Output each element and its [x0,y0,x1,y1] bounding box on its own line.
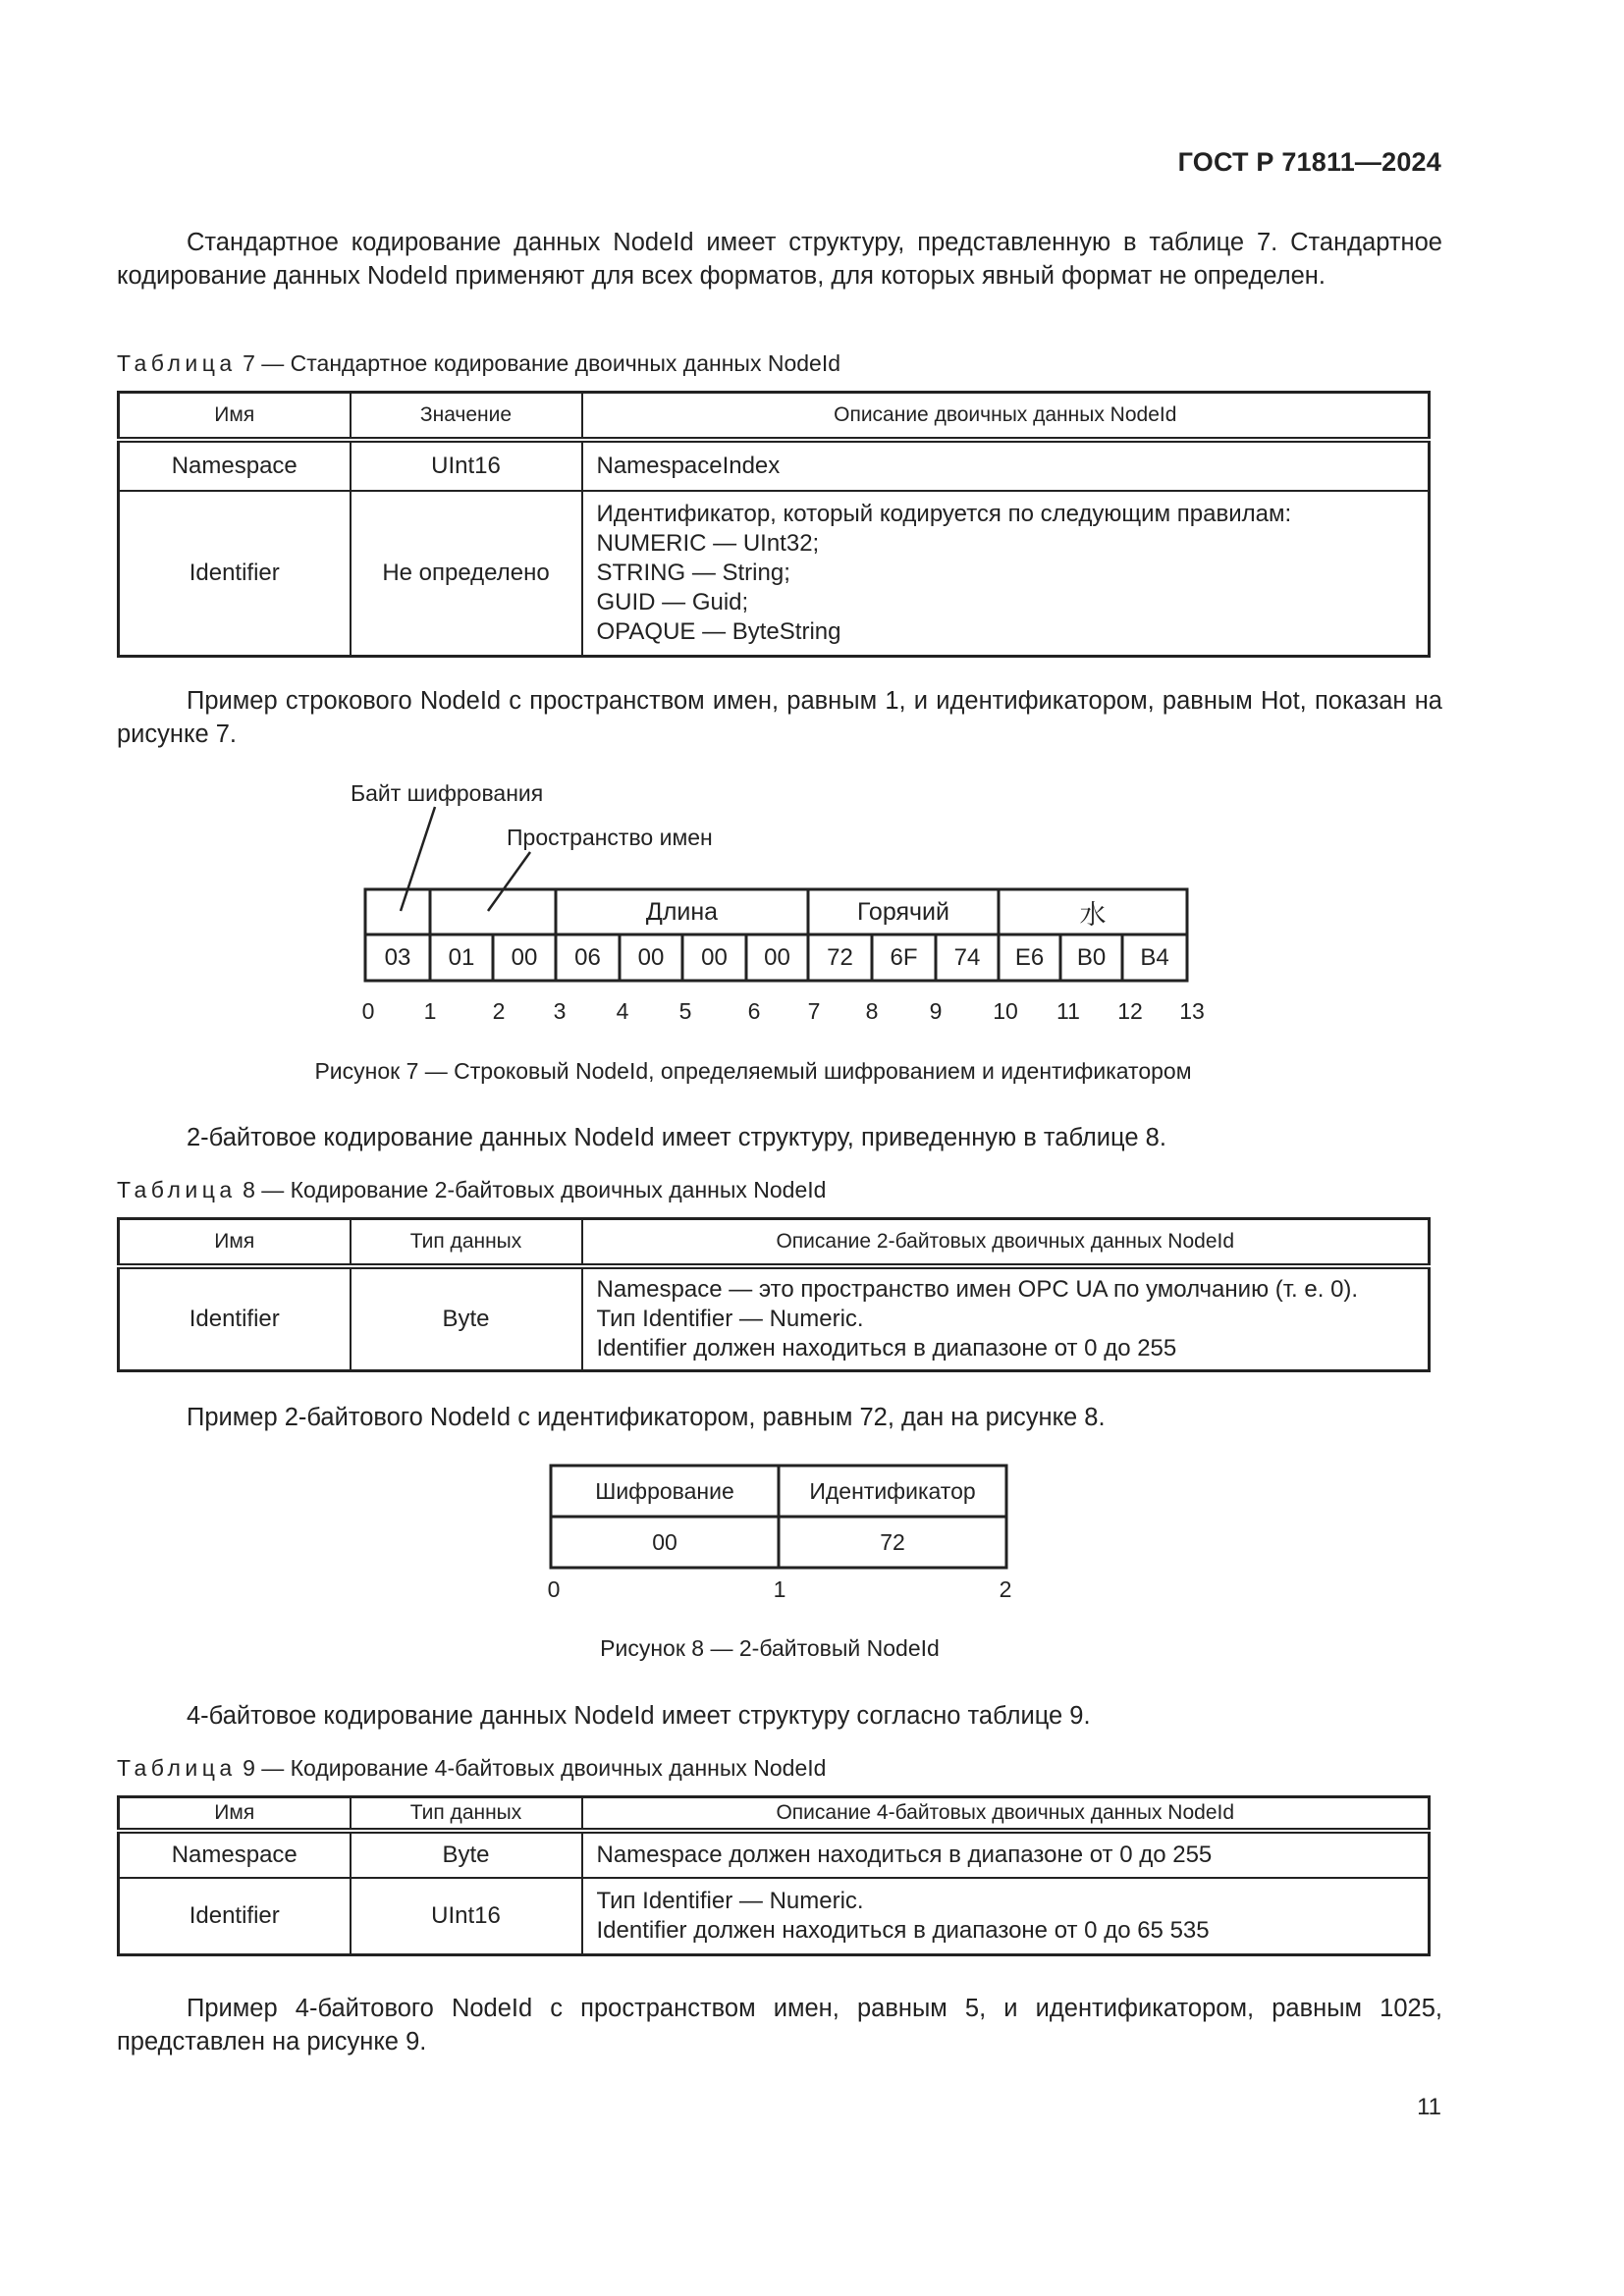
byte-cell: 6F [890,943,918,971]
table7-row2-name: Identifier [119,491,351,656]
group-label-length: Длина [645,897,719,926]
table9-row1-name: Namespace [119,1831,351,1878]
offset-tick: 3 [553,998,567,1024]
table8-row1-name: Identifier [119,1266,351,1371]
byte-cell: 72 [880,1528,905,1555]
table9-header-type: Тип данных [351,1797,582,1832]
table7-header-name: Имя [119,393,351,441]
table9-header-row [119,1797,1430,1832]
annotation-encoding-byte: Байт шифрования [351,780,544,806]
offset-tick: 13 [1179,998,1205,1024]
paragraph-2byte-intro: 2-байтовое кодирование данных NodeId имеет структуру, приведенную в таблице 8. [187,1124,1166,1151]
table8-header-description: Описание 2-байтовых двоичных данных NodeId [582,1219,1430,1267]
offset-tick: 6 [747,998,761,1024]
desc-line: Идентификатор, который кодируется по следующим правилам: [596,500,1292,527]
table9-header-name: Имя [119,1797,351,1832]
byte-cell: B4 [1140,943,1169,971]
table7-caption-word: Таблица [117,350,237,376]
byte-cell: 01 [448,943,475,971]
table7-caption-title: 7 — Стандартное кодирование двоичных данных NodeId [236,350,841,376]
byte-cell: B0 [1076,943,1107,971]
offset-tick: 2 [492,998,506,1024]
byte-cell: 72 [827,943,853,971]
table9-caption [117,1755,826,1782]
table7-row1-type: UInt16 [351,440,582,491]
byte-cell: 74 [953,943,981,971]
desc-line: OPAQUE — ByteString [596,617,841,645]
desc-line: Тип Identifier — Numeric. [596,1306,864,1332]
offset-tick: 10 [993,998,1018,1024]
offset-tick: 12 [1117,998,1143,1024]
table8-row1-type: Byte [351,1266,582,1371]
offset-tick: 7 [807,998,821,1024]
table9-header-description: Описание 4-байтовых двоичных данных NodeId [582,1797,1430,1832]
table9-row2-name: Identifier [119,1878,351,1954]
byte-cell: 00 [511,943,538,971]
desc-line: Identifier должен находиться в диапазоне от 0 до 65 535 [596,1916,1210,1944]
table9-row2-type: UInt16 [351,1878,582,1954]
offset-tick: 0 [361,998,375,1024]
table7-header-description: Описание двоичных данных NodeId [582,393,1430,441]
table9-row1-type: Byte [351,1831,582,1878]
paragraph-intro: Стандартное кодирование данных NodeId имеет структуру, представленную в таблице 7. Стандартное кодирование данных NodeId применяют для всех форматов, для которых явный формат не определен. [117,229,1442,290]
offset-tick: 8 [865,998,879,1024]
byte-cell: 00 [637,943,665,971]
figure8-caption: Рисунок 8 — 2-байтовый NodeId [600,1635,940,1661]
offset-tick: 1 [423,998,437,1024]
byte-cell: 03 [384,943,411,971]
figure8-header-encoding: Шифрование [595,1477,734,1504]
table9 [117,1795,1431,1956]
table8-caption-title: 8 — Кодирование 2-байтовых двоичных данных NodeId [236,1177,827,1202]
offset-tick: 1 [773,1576,786,1602]
offset-tick: 4 [616,998,629,1024]
desc-line: STRING — String; [596,559,790,586]
offset-tick: 11 [1056,998,1080,1024]
paragraph-4byte-intro: 4-байтовое кодирование данных NodeId имеет структуру согласно таблице 9. [187,1702,1091,1730]
byte-cell: E6 [1014,943,1045,971]
offset-tick: 5 [678,998,692,1024]
offset-tick: 2 [999,1576,1012,1602]
table7-row2-type: Не определено [351,491,582,656]
offset-tick: 0 [547,1576,561,1602]
byte-cell: 00 [764,943,790,971]
figure8-header-identifier: Идентификатор [809,1477,976,1504]
desc-line: Namespace — это пространство имен OPC UA по умолчанию (т. е. 0). [596,1276,1359,1303]
table8-header-type: Тип данных [351,1219,582,1267]
byte-cell: 00 [701,943,728,971]
desc-line: Тип Identifier — Numeric. [596,1887,864,1914]
byte-cell: 00 [652,1528,677,1555]
table7-row1-desc: NamespaceIndex [582,440,1430,491]
desc-line: GUID — Guid; [596,588,749,615]
table8-caption-word: Таблица [117,1177,237,1202]
table7-row1-name: Namespace [119,440,351,491]
paragraph-2byte-example: Пример 2-байтового NodeId с идентификатором, равным 72, дан на рисунке 8. [187,1404,1106,1431]
figure7-caption: Рисунок 7 — Строковый NodeId, определяемый шифрованием и идентификатором [314,1058,1192,1084]
group-label-water-glyph: 水 [1079,899,1107,930]
desc-line: Identifier должен находиться в диапазоне от 0 до 255 [596,1335,1177,1362]
table9-caption-word: Таблица [117,1755,237,1781]
desc-line: NUMERIC — UInt32; [596,529,820,557]
byte-cell: 06 [574,943,601,971]
table7-header-value: Значение [351,393,582,441]
page-number: 11 [1417,2094,1441,2120]
table-row [119,1878,1430,1954]
table9-row1-desc: Namespace должен находиться в диапазоне от 0 до 255 [582,1831,1430,1878]
group-label-hot: Горячий [857,897,949,926]
annotation-namespace: Пространство имен [507,825,713,850]
table-row [119,1831,1430,1878]
paragraph-4byte-example: Пример 4-байтового NodeId с пространством имен, равным 5, и идентификатором, равным 1025, представлен на рисунке 9. [117,1995,1442,2056]
table8-header-name: Имя [119,1219,351,1267]
paragraph-string-example: Пример строкового NodeId с пространством имен, равным 1, и идентификатором, равным Hot, показан на рисунке 7. [117,687,1442,748]
table9-row2-desc [582,1878,1430,1954]
standard-code: ГОСТ Р 71811—2024 [1177,147,1441,177]
offset-tick: 9 [929,998,943,1024]
table9-caption-title: 9 — Кодирование 4-байтовых двоичных данных NodeId [236,1755,827,1781]
